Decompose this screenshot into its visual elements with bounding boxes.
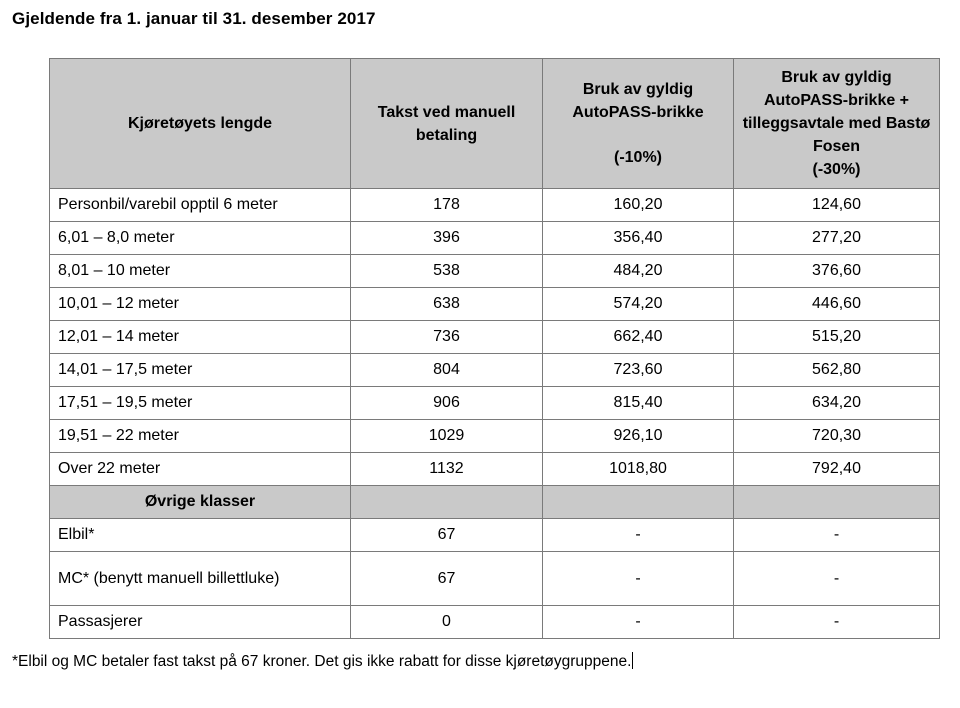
- page-title: Gjeldende fra 1. januar til 31. desember 2017: [12, 9, 376, 28]
- cell-manual: 67: [351, 519, 543, 552]
- cell-autopass: 662,40: [543, 321, 734, 354]
- table-row: [50, 189, 940, 222]
- header-autopass-pct: (-10%): [613, 149, 662, 166]
- header-autopass: [543, 59, 734, 189]
- cell-autopass: 484,20: [543, 255, 734, 288]
- table-row: [50, 420, 940, 453]
- cell-basto: 515,20: [734, 321, 940, 354]
- cell-manual: 396: [351, 222, 543, 255]
- cell-autopass: -: [543, 606, 734, 639]
- cell-length: Passasjerer: [50, 606, 351, 639]
- section-empty-cell: [351, 486, 543, 519]
- header-basto-pct: (-30%): [812, 161, 861, 178]
- cell-basto: -: [734, 519, 940, 552]
- cell-autopass: 1018,80: [543, 453, 734, 486]
- cell-basto: 124,60: [734, 189, 940, 222]
- cell-length: 8,01 – 10 meter: [50, 255, 351, 288]
- table-row: [50, 222, 940, 255]
- table-row: [50, 552, 940, 606]
- cell-basto: 562,80: [734, 354, 940, 387]
- section-label: Øvrige klasser: [50, 486, 351, 519]
- cell-length: 12,01 – 14 meter: [50, 321, 351, 354]
- table-row: [50, 606, 940, 639]
- table-row: [50, 255, 940, 288]
- cell-length: 19,51 – 22 meter: [50, 420, 351, 453]
- header-basto-title: Bruk av gyldig AutoPASS-brikke + tilleggsavtale med Bastø Fosen: [742, 69, 931, 155]
- cell-length: 14,01 – 17,5 meter: [50, 354, 351, 387]
- cell-length: Over 22 meter: [50, 453, 351, 486]
- cell-autopass: 723,60: [543, 354, 734, 387]
- cell-length: 6,01 – 8,0 meter: [50, 222, 351, 255]
- cell-length: 17,51 – 19,5 meter: [50, 387, 351, 420]
- cell-autopass: 815,40: [543, 387, 734, 420]
- cell-basto: 446,60: [734, 288, 940, 321]
- cell-manual: 1132: [351, 453, 543, 486]
- cell-manual: 906: [351, 387, 543, 420]
- table-row: [50, 354, 940, 387]
- header-length: Kjøretøyets lengde: [50, 59, 351, 189]
- cell-manual: 638: [351, 288, 543, 321]
- cell-basto: 376,60: [734, 255, 940, 288]
- cell-autopass: 356,40: [543, 222, 734, 255]
- cell-basto: -: [734, 606, 940, 639]
- cell-manual: 0: [351, 606, 543, 639]
- table-row: [50, 387, 940, 420]
- cell-manual: 67: [351, 552, 543, 606]
- table-row: [50, 288, 940, 321]
- cell-basto: 634,20: [734, 387, 940, 420]
- cell-autopass: 926,10: [543, 420, 734, 453]
- table-header-row: [50, 59, 940, 189]
- footnote-text: *Elbil og MC betaler fast takst på 67 kroner. Det gis ikke rabatt for disse kjøretøygruppene.: [12, 653, 632, 670]
- cell-autopass: -: [543, 519, 734, 552]
- cell-manual: 178: [351, 189, 543, 222]
- cell-basto: 720,30: [734, 420, 940, 453]
- cell-manual: 736: [351, 321, 543, 354]
- tariff-table: [49, 58, 940, 639]
- cell-basto: 792,40: [734, 453, 940, 486]
- cell-autopass: 574,20: [543, 288, 734, 321]
- section-empty-cell: [543, 486, 734, 519]
- cell-length: Personbil/varebil opptil 6 meter: [50, 189, 351, 222]
- cell-length: Elbil*: [50, 519, 351, 552]
- cell-autopass: -: [543, 552, 734, 606]
- cell-manual: 1029: [351, 420, 543, 453]
- table-row: [50, 519, 940, 552]
- header-basto: [734, 59, 940, 189]
- cell-manual: 538: [351, 255, 543, 288]
- cell-autopass: 160,20: [543, 189, 734, 222]
- header-autopass-title: Bruk av gyldig AutoPASS-brikke: [572, 81, 704, 121]
- text-cursor: [632, 652, 633, 669]
- footnote: [12, 652, 633, 671]
- cell-length: 10,01 – 12 meter: [50, 288, 351, 321]
- cell-manual: 804: [351, 354, 543, 387]
- cell-length: MC* (benytt manuell billettluke): [50, 552, 351, 606]
- table-row: [50, 453, 940, 486]
- section-empty-cell: [734, 486, 940, 519]
- section-header-row: [50, 486, 940, 519]
- header-manual: Takst ved manuell betaling: [351, 59, 543, 189]
- table-row: [50, 321, 940, 354]
- cell-basto: -: [734, 552, 940, 606]
- cell-basto: 277,20: [734, 222, 940, 255]
